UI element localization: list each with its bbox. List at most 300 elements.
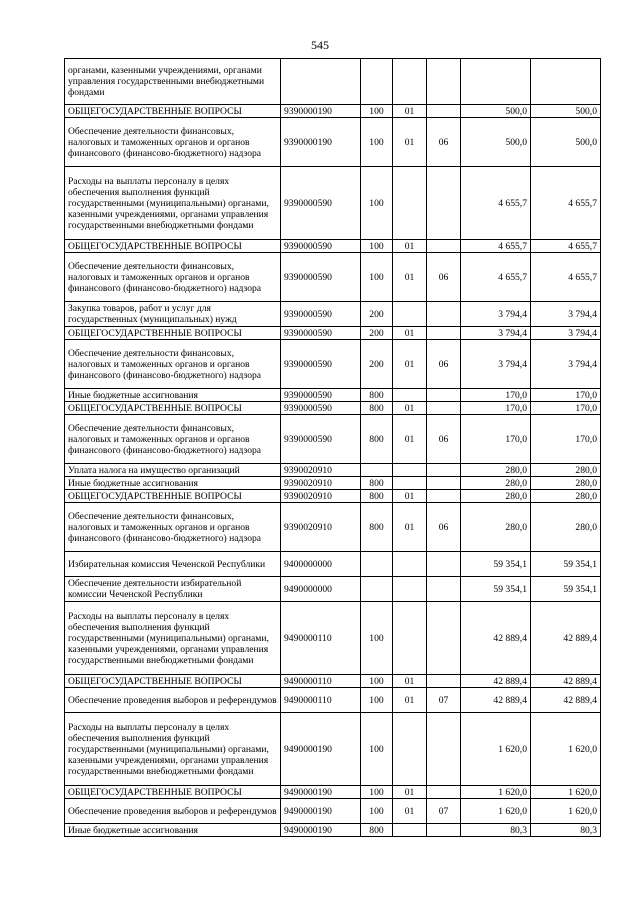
section-cell (393, 105, 427, 118)
amount-2-cell (531, 167, 601, 240)
amount-1-cell (461, 799, 531, 824)
section-cell-text: 01 (404, 105, 415, 117)
expense-type-cell-text: 800 (369, 389, 384, 401)
section-cell (393, 118, 427, 167)
target-article-cell-text: 9390000190 (284, 136, 332, 148)
expense-type-cell (361, 477, 393, 490)
amount-1-cell (461, 552, 531, 577)
expense-type-cell (361, 302, 393, 327)
expense-type-cell (361, 59, 393, 105)
section-cell (393, 675, 427, 688)
amount-2-cell-text: 1 620,0 (568, 743, 597, 755)
amount-1-cell-text: 500,0 (505, 136, 527, 148)
target-article-cell (281, 415, 361, 464)
section-cell-text: 01 (404, 490, 415, 502)
subsection-cell (427, 490, 461, 503)
section-cell (393, 389, 427, 402)
section-cell (393, 253, 427, 302)
table-row (65, 602, 601, 675)
target-article-cell-text: 9390000590 (284, 402, 332, 414)
expense-name-cell (65, 786, 281, 799)
subsection-cell (427, 675, 461, 688)
subsection-cell-text: 06 (438, 358, 449, 370)
amount-2-cell-text: 3 794,4 (568, 308, 597, 320)
target-article-cell (281, 490, 361, 503)
page-number: 545 (311, 38, 329, 52)
expense-type-cell (361, 713, 393, 786)
amount-2-cell (531, 389, 601, 402)
target-article-cell (281, 340, 361, 389)
amount-2-cell (531, 464, 601, 477)
amount-2-cell (531, 688, 601, 713)
expense-type-cell (361, 402, 393, 415)
table-row (65, 503, 601, 552)
expense-name-cell (65, 389, 281, 402)
target-article-cell-text: 9400000000 (284, 558, 332, 570)
amount-1-cell-text: 1 620,0 (498, 786, 527, 798)
expense-type-cell-text: 100 (369, 743, 384, 755)
amount-2-cell (531, 799, 601, 824)
section-cell-text: 01 (404, 136, 415, 148)
expense-type-cell (361, 675, 393, 688)
expense-type-cell (361, 577, 393, 602)
expense-type-cell-text: 200 (369, 358, 384, 370)
expense-name-cell (65, 240, 281, 253)
amount-2-cell-text: 280,0 (575, 477, 597, 489)
table-row (65, 713, 601, 786)
expense-name-cell (65, 602, 281, 675)
section-cell-text: 01 (404, 675, 415, 687)
subsection-cell (427, 415, 461, 464)
section-cell (393, 302, 427, 327)
table-row (65, 240, 601, 253)
table-row (65, 389, 601, 402)
subsection-cell (427, 240, 461, 253)
amount-1-cell (461, 503, 531, 552)
amount-1-cell (461, 302, 531, 327)
amount-2-cell-text: 170,0 (575, 402, 597, 414)
expense-name-cell (65, 464, 281, 477)
amount-1-cell-text: 280,0 (505, 477, 527, 489)
amount-2-cell (531, 552, 601, 577)
target-article-cell-text: 9390020910 (284, 477, 332, 489)
section-cell (393, 490, 427, 503)
expense-name-cell (65, 688, 281, 713)
expense-type-cell-text: 800 (369, 490, 384, 502)
expense-name-cell-text: Обеспечение проведения выборов и референдумов (68, 805, 277, 817)
amount-1-cell (461, 675, 531, 688)
amount-2-cell-text: 59 354,1 (563, 583, 597, 595)
amount-1-cell-text: 3 794,4 (498, 327, 527, 339)
expense-name-cell-text: Иные бюджетные ассигнования (68, 389, 198, 401)
section-cell-text: 01 (404, 240, 415, 252)
target-article-cell-text: 9390000590 (284, 389, 332, 401)
target-article-cell-text: 9490000190 (284, 805, 332, 817)
target-article-cell-text: 9390020910 (284, 490, 332, 502)
subsection-cell (427, 688, 461, 713)
expense-name-cell (65, 415, 281, 464)
amount-2-cell (531, 713, 601, 786)
expense-type-cell-text: 200 (369, 327, 384, 339)
amount-1-cell-text: 4 655,7 (498, 271, 527, 283)
amount-2-cell-text: 170,0 (575, 389, 597, 401)
target-article-cell-text: 9490000190 (284, 786, 332, 798)
amount-2-cell (531, 577, 601, 602)
expense-name-cell-text: Обеспечение деятельности финансовых, налоговых и таможенных органов и органов финансового (финансово-бюджетного) надзора (68, 125, 262, 159)
expense-type-cell (361, 105, 393, 118)
section-cell (393, 688, 427, 713)
section-cell (393, 786, 427, 799)
expense-name-cell (65, 477, 281, 490)
amount-2-cell (531, 490, 601, 503)
subsection-cell (427, 824, 461, 837)
budget-table-body (65, 59, 601, 837)
target-article-cell (281, 786, 361, 799)
target-article-cell-text: 9390000190 (284, 105, 332, 117)
amount-1-cell (461, 167, 531, 240)
amount-2-cell (531, 786, 601, 799)
expense-type-cell (361, 118, 393, 167)
subsection-cell (427, 577, 461, 602)
expense-name-cell-text: Расходы на выплаты персоналу в целях обеспечения выполнения функций государственными (муниципальными) органами, казенными учреждениями, органами управления государственными внебюджетными фондами (68, 175, 269, 231)
amount-1-cell-text: 59 354,1 (493, 583, 527, 595)
section-cell (393, 402, 427, 415)
expense-name-cell (65, 713, 281, 786)
expense-type-cell-text: 100 (369, 197, 384, 209)
expense-type-cell-text: 100 (369, 271, 384, 283)
amount-2-cell (531, 59, 601, 105)
expense-type-cell-text: 100 (369, 136, 384, 148)
table-row (65, 577, 601, 602)
subsection-cell (427, 464, 461, 477)
subsection-cell (427, 59, 461, 105)
expense-name-cell-text: Уплата налога на имущество организаций (68, 464, 240, 476)
expense-type-cell (361, 240, 393, 253)
expense-name-cell (65, 552, 281, 577)
table-row (65, 59, 601, 105)
expense-type-cell (361, 824, 393, 837)
amount-2-cell-text: 280,0 (575, 464, 597, 476)
section-cell (393, 799, 427, 824)
expense-name-cell-text: Обеспечение деятельности финансовых, налоговых и таможенных органов и органов финансового (финансово-бюджетного) надзора (68, 510, 262, 544)
section-cell (393, 824, 427, 837)
table-row (65, 105, 601, 118)
expense-type-cell-text: 100 (369, 694, 384, 706)
amount-1-cell (461, 253, 531, 302)
amount-1-cell (461, 490, 531, 503)
target-article-cell-text: 9390000590 (284, 197, 332, 209)
section-cell-text: 01 (404, 327, 415, 339)
amount-2-cell (531, 240, 601, 253)
table-row (65, 118, 601, 167)
subsection-cell (427, 602, 461, 675)
expense-type-cell (361, 786, 393, 799)
expense-type-cell (361, 167, 393, 240)
table-row (65, 688, 601, 713)
expense-type-cell-text: 200 (369, 308, 384, 320)
expense-type-cell (361, 503, 393, 552)
subsection-cell (427, 340, 461, 389)
amount-2-cell-text: 4 655,7 (568, 271, 597, 283)
target-article-cell (281, 389, 361, 402)
amount-2-cell-text: 59 354,1 (563, 558, 597, 570)
target-article-cell (281, 577, 361, 602)
target-article-cell (281, 503, 361, 552)
subsection-cell-text: 07 (438, 694, 449, 706)
section-cell (393, 59, 427, 105)
amount-1-cell-text: 4 655,7 (498, 240, 527, 252)
expense-name-cell-text: ОБЩЕГОСУДАРСТВЕННЫЕ ВОПРОСЫ (68, 240, 242, 252)
amount-1-cell-text: 3 794,4 (498, 308, 527, 320)
target-article-cell (281, 253, 361, 302)
target-article-cell-text: 9390000590 (284, 327, 332, 339)
expense-name-cell-text: Расходы на выплаты персоналу в целях обеспечения выполнения функций государственными (муниципальными) органами, казенными учреждениями, органами управления государственными внебюджетными фондами (68, 610, 269, 666)
expense-name-cell-text: ОБЩЕГОСУДАРСТВЕННЫЕ ВОПРОСЫ (68, 675, 242, 687)
amount-1-cell-text: 59 354,1 (493, 558, 527, 570)
target-article-cell (281, 118, 361, 167)
target-article-cell-text: 9390020910 (284, 521, 332, 533)
target-article-cell-text: 9490000110 (284, 694, 332, 706)
section-cell (393, 577, 427, 602)
expense-type-cell-text: 800 (369, 477, 384, 489)
subsection-cell (427, 327, 461, 340)
budget-table (64, 58, 601, 837)
subsection-cell (427, 786, 461, 799)
expense-name-cell (65, 675, 281, 688)
amount-1-cell (461, 118, 531, 167)
target-article-cell (281, 799, 361, 824)
table-row (65, 552, 601, 577)
expense-type-cell (361, 602, 393, 675)
target-article-cell-text: 9390020910 (284, 464, 332, 476)
expense-name-cell-text: Иные бюджетные ассигнования (68, 477, 198, 489)
section-cell-text: 01 (404, 805, 415, 817)
expense-type-cell (361, 389, 393, 402)
table-row (65, 402, 601, 415)
amount-1-cell-text: 1 620,0 (498, 805, 527, 817)
section-cell (393, 327, 427, 340)
expense-name-cell-text: ОБЩЕГОСУДАРСТВЕННЫЕ ВОПРОСЫ (68, 490, 242, 502)
amount-1-cell (461, 602, 531, 675)
expense-name-cell-text: Обеспечение деятельности избирательной комиссии Чеченской Республики (68, 578, 242, 600)
expense-type-cell (361, 253, 393, 302)
section-cell (393, 602, 427, 675)
expense-type-cell-text: 800 (369, 824, 384, 836)
subsection-cell (427, 105, 461, 118)
amount-1-cell (461, 59, 531, 105)
amount-2-cell-text: 280,0 (575, 490, 597, 502)
expense-name-cell-text: ОБЩЕГОСУДАРСТВЕННЫЕ ВОПРОСЫ (68, 402, 242, 414)
expense-name-cell (65, 490, 281, 503)
table-row (65, 490, 601, 503)
section-cell (393, 240, 427, 253)
amount-2-cell-text: 4 655,7 (568, 240, 597, 252)
subsection-cell (427, 477, 461, 490)
amount-1-cell (461, 464, 531, 477)
section-cell (393, 552, 427, 577)
amount-2-cell (531, 415, 601, 464)
amount-1-cell (461, 389, 531, 402)
amount-1-cell-text: 170,0 (505, 433, 527, 445)
expense-name-cell (65, 302, 281, 327)
amount-2-cell (531, 327, 601, 340)
target-article-cell-text: 9390000590 (284, 433, 332, 445)
target-article-cell-text: 9490000190 (284, 743, 332, 755)
target-article-cell (281, 402, 361, 415)
amount-1-cell (461, 477, 531, 490)
amount-2-cell-text: 500,0 (575, 136, 597, 148)
expense-name-cell-text: Иные бюджетные ассигнования (68, 824, 198, 836)
table-row (65, 327, 601, 340)
amount-1-cell (461, 240, 531, 253)
amount-2-cell-text: 3 794,4 (568, 358, 597, 370)
expense-name-cell-text: Закупка товаров, работ и услуг для государственных (муниципальных) нужд (68, 303, 237, 325)
target-article-cell-text: 9490000190 (284, 824, 332, 836)
expense-type-cell (361, 688, 393, 713)
amount-2-cell (531, 118, 601, 167)
table-row (65, 302, 601, 327)
subsection-cell (427, 253, 461, 302)
amount-2-cell (531, 340, 601, 389)
target-article-cell (281, 713, 361, 786)
expense-type-cell-text: 800 (369, 402, 384, 414)
target-article-cell (281, 552, 361, 577)
expense-name-cell (65, 118, 281, 167)
expense-name-cell (65, 503, 281, 552)
target-article-cell (281, 327, 361, 340)
amount-1-cell-text: 280,0 (505, 490, 527, 502)
section-cell-text: 01 (404, 402, 415, 414)
subsection-cell (427, 713, 461, 786)
subsection-cell-text: 06 (438, 433, 449, 445)
amount-1-cell-text: 500,0 (505, 105, 527, 117)
target-article-cell-text: 9490000000 (284, 583, 332, 595)
expense-name-cell (65, 340, 281, 389)
amount-1-cell-text: 280,0 (505, 464, 527, 476)
expense-name-cell-text: органами, казенными учреждениями, органами управления государственными внебюджетными фондами (68, 65, 265, 98)
expense-type-cell-text: 100 (369, 786, 384, 798)
amount-2-cell-text: 280,0 (575, 521, 597, 533)
expense-name-cell-text: Расходы на выплаты персоналу в целях обеспечения выполнения функций государственными (муниципальными) органами, казенными учреждениями, органами управления государственными внебюджетными фондами (68, 721, 269, 777)
amount-2-cell-text: 3 794,4 (568, 327, 597, 339)
section-cell-text: 01 (404, 271, 415, 283)
expense-type-cell (361, 552, 393, 577)
target-article-cell-text: 9390000590 (284, 308, 332, 320)
expense-name-cell (65, 402, 281, 415)
expense-name-cell-text: Избирательная комиссия Чеченской Республики (68, 558, 266, 570)
section-cell-text: 01 (404, 433, 415, 445)
expense-name-cell (65, 327, 281, 340)
amount-2-cell-text: 4 655,7 (568, 197, 597, 209)
table-row (65, 253, 601, 302)
table-row (65, 799, 601, 824)
table-row (65, 675, 601, 688)
amount-2-cell (531, 253, 601, 302)
amount-1-cell-text: 80,3 (510, 824, 527, 836)
section-cell (393, 503, 427, 552)
expense-name-cell (65, 799, 281, 824)
table-row (65, 477, 601, 490)
expense-type-cell-text: 800 (369, 521, 384, 533)
target-article-cell (281, 824, 361, 837)
amount-1-cell (461, 340, 531, 389)
target-article-cell (281, 59, 361, 105)
table-row (65, 786, 601, 799)
amount-2-cell-text: 170,0 (575, 433, 597, 445)
expense-name-cell-text: ОБЩЕГОСУДАРСТВЕННЫЕ ВОПРОСЫ (68, 786, 242, 798)
amount-1-cell (461, 688, 531, 713)
target-article-cell-text: 9390000590 (284, 271, 332, 283)
expense-type-cell (361, 327, 393, 340)
table-row (65, 824, 601, 837)
amount-2-cell (531, 402, 601, 415)
amount-2-cell-text: 1 620,0 (568, 786, 597, 798)
expense-type-cell (361, 490, 393, 503)
amount-1-cell (461, 713, 531, 786)
amount-1-cell-text: 42 889,4 (493, 675, 527, 687)
section-cell (393, 415, 427, 464)
amount-1-cell-text: 170,0 (505, 402, 527, 414)
subsection-cell (427, 503, 461, 552)
table-row (65, 464, 601, 477)
expense-type-cell (361, 464, 393, 477)
table-row (65, 415, 601, 464)
expense-name-cell-text: ОБЩЕГОСУДАРСТВЕННЫЕ ВОПРОСЫ (68, 327, 242, 339)
target-article-cell (281, 477, 361, 490)
amount-2-cell-text: 42 889,4 (563, 675, 597, 687)
amount-1-cell-text: 280,0 (505, 521, 527, 533)
expense-type-cell-text: 100 (369, 632, 384, 644)
subsection-cell (427, 799, 461, 824)
target-article-cell (281, 464, 361, 477)
section-cell (393, 340, 427, 389)
expense-name-cell (65, 824, 281, 837)
expense-name-cell (65, 59, 281, 105)
amount-1-cell-text: 4 655,7 (498, 197, 527, 209)
section-cell (393, 167, 427, 240)
expense-type-cell-text: 800 (369, 433, 384, 445)
amount-1-cell-text: 3 794,4 (498, 358, 527, 370)
amount-2-cell-text: 42 889,4 (563, 694, 597, 706)
amount-2-cell-text: 42 889,4 (563, 632, 597, 644)
amount-2-cell-text: 500,0 (575, 105, 597, 117)
expense-name-cell-text: Обеспечение деятельности финансовых, налоговых и таможенных органов и органов финансового (финансово-бюджетного) надзора (68, 260, 262, 294)
section-cell-text: 01 (404, 694, 415, 706)
expense-type-cell (361, 340, 393, 389)
target-article-cell (281, 675, 361, 688)
section-cell-text: 01 (404, 521, 415, 533)
target-article-cell (281, 302, 361, 327)
amount-2-cell (531, 824, 601, 837)
amount-1-cell-text: 42 889,4 (493, 694, 527, 706)
expense-type-cell (361, 415, 393, 464)
subsection-cell (427, 402, 461, 415)
expense-name-cell-text: ОБЩЕГОСУДАРСТВЕННЫЕ ВОПРОСЫ (68, 105, 242, 117)
table-row (65, 340, 601, 389)
amount-1-cell (461, 786, 531, 799)
expense-name-cell (65, 253, 281, 302)
amount-1-cell-text: 42 889,4 (493, 632, 527, 644)
amount-2-cell (531, 503, 601, 552)
target-article-cell (281, 240, 361, 253)
target-article-cell (281, 105, 361, 118)
amount-2-cell (531, 602, 601, 675)
amount-1-cell-text: 1 620,0 (498, 743, 527, 755)
section-cell (393, 477, 427, 490)
expense-name-cell-text: Обеспечение деятельности финансовых, налоговых и таможенных органов и органов финансового (финансово-бюджетного) надзора (68, 422, 262, 456)
amount-1-cell (461, 105, 531, 118)
amount-1-cell (461, 415, 531, 464)
